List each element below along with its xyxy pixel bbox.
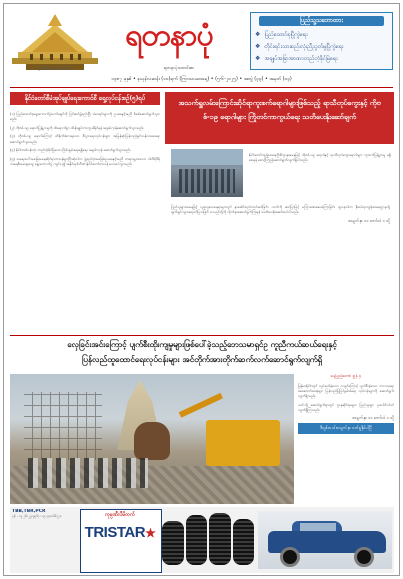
masthead (4, 4, 399, 88)
tristar-logo: TRISTAR★ (84, 524, 156, 541)
section-divider (10, 335, 394, 336)
star-icon: ★ (145, 526, 156, 540)
peoples-desire-box (250, 12, 393, 70)
article-paragraph: ယင်းသို့ ဆောင်ရွက်ရာတွင် ဌာနဆိုင်ရာများ၊ ပြည်သူများ ပူးပေါင်းပါဝင်လျက်ရှိကြသည်။ (298, 403, 394, 413)
roadmap-column (10, 92, 160, 375)
continued-link[interactable]: စာမျက်နှာ ၁၁ ကော်လံ ၁ သို့ (352, 415, 394, 421)
ad-brand-box (80, 509, 162, 573)
diamond-bullet-icon: ❖ (255, 55, 261, 62)
article-photo (171, 149, 243, 197)
lead-headline-line-1: လှေခြင်းအင်းကြောင့် ပျက်စီးထိုးကျမှုများဖြစ်ပေါ်ခဲ့သည့်ဘေသမာရှင်ဥ ကူညီကယ်ဆယ်ရေးနှင့် (67, 340, 337, 349)
lead-headline[interactable] (10, 337, 394, 371)
list-item: ❖ ပြည်ထောင်စုပြိုကွဲရေး (255, 31, 308, 38)
peoples-desire-title: ပြည်သူ့သဘောထား (259, 16, 384, 26)
ad-contact: ဖုန်း - ၀၉ ၂၆၁၂၂၃၄၅၆၇ ၊ ၀၉ ၄၄၈၈၆၆၇၇၈ (12, 514, 62, 518)
site-url: yadanarbon.com (38, 66, 72, 71)
health-alert-banner (165, 92, 394, 144)
reconstruction-photo (10, 374, 294, 504)
roadmap-item-3: (၃) ကိုဗစ်-၁၉ ရောဂါကြောင့် ထိခိုက်ခံစားရသော စီးပွားရေးလုပ်ငန်းများ အမြန်ဆုံးပြန်လည်ရှင်သန်လာစေရေး ဆောင်ရွက်သွားမည်။ (10, 134, 160, 144)
roadmap-item-5: (၅) အရေးပေါ်အခြေအနေဆိုင်ရာတာဝန်များပြီးဆုံးပါက ဖွဲ့စည်းပုံအခြေခံဥပဒေနှင့်အညီ တရားမျှတသော ပါတီစုံဒီမိုကရေစီအထွေထွေ ရွေးကောက်ပွဲ ကျင်းပ၍ အနိုင်ရပါတီထံ နိုင်ငံတော်တာဝန် ပေးအပ်သွားမည်။ (10, 157, 160, 167)
masthead-divider (10, 87, 393, 88)
article-dateline: နေပြည်တော် ဇွန် ၄ (330, 374, 362, 379)
health-article (165, 147, 394, 335)
article-paragraph: နိုင်ငံတော်ကျန်းမာရေးဦးစီးဌာနအနေဖြင့် ကိုဗစ်-၁၉ ရောဂါနှင့် ရာသီတုပ်ကွေးရောဂါများ ကူးစက်ပြန့်ပွားမှု မရှိစေရန် စောင့်ကြည့်ဆောင်ရွက်လျက်ရှိပါသည်။ (249, 152, 391, 162)
roadmap-item-4: (၄) နိုင်ငံတစ်ဝန်းလုံး တည်တံ့ခိုင်မြဲသော ငြိမ်းချမ်းရေးရရှိရေး အစွမ်းကုန် ဆောင်ရွက်သွားမည်။ (10, 148, 131, 153)
ad-product-codes: TBB,TBR,PCR (12, 509, 46, 514)
roadmap-item-2: (၂) ကိုဗစ်-၁၉ ရောဂါပြန့်ပွားမှုကို ထိရောက်စွာ ထိန်းချုပ်ကာကွယ်နိုင်ရန် အစွမ်းကုန်ဆောင်ရွက်သွားမည်။ (10, 125, 144, 130)
continued-link[interactable]: စာမျက်နှာ ၁၁ ကော်လံ ၁ သို့ (348, 218, 390, 223)
diamond-bullet-icon: ❖ (255, 31, 261, 38)
ad-company-text: ကုမ္ပဏီလီမိတက် (104, 512, 136, 518)
peoples-desire-list (255, 29, 390, 65)
digital-edition-box[interactable]: ဒီဂျစ်တယ်စာမျက်နှာ ဖတ်ရှုနိုင်ပါပြီ (298, 423, 394, 433)
article-paragraph: မြန်မာနိုင်ငံတွင် လှုပ်ခတ်ခဲ့သော ငလျင်ကြောင့် ပျက်စီးခဲ့သော ဘာသာရေးအဆောက်အအုံများ ပြန်လည်ပြုပြင်မွမ်းမံရေး လုပ်ငန်းများကို ဆောင်ရွက်လျက်ရှိသည်။ (298, 383, 394, 399)
tires-image (162, 513, 254, 565)
newspaper-page (3, 3, 400, 576)
list-item: ❖ တိုင်းရင်းသားစည်းလုံးညီညွတ်မှုပြိုကွဲရေး (255, 43, 344, 50)
roadmap-item-1: (၁) ပြည်ထောင်စုရွေးကောက်ပွဲကော်မရှင်ကို ပြင်ဆင်ဖွဲ့စည်းပြီး မဲစာရင်းများကို ဥပဒေနှင့်အညီ စိစစ်ဆောင်ရွက်သွားမည်။ (10, 111, 160, 121)
newspaper-title: ရတနာပုံ (125, 17, 213, 53)
health-alert-headline[interactable]: အသက်ရှူလမ်းကြောင်းဆိုင်ရာကူးစက်ရောဂါများဖြစ်သည့် ရာသီတုပ်ကွေးနှင့် ကိုဗစ်-၁၉ ရောဂါများ ကြိုတင်ကာကွယ်ရေး သတိပေးနိုးဆော်ချက် (178, 99, 381, 121)
tristar-advertisement[interactable] (10, 507, 394, 573)
newspaper-tagline: ရတနာပုံသတင်းစာ (163, 66, 195, 71)
pickup-truck-image (258, 511, 392, 569)
list-item: ❖ အချုပ်အခြာအာဏာတည်တံ့ခိုင်မြဲရေး (255, 55, 338, 62)
roadmap-heading: နိုင်ငံတော်စီမံအုပ်ချုပ်ရေးကောင်စီ ရှေ့လုပ်ငန်းစဉ်(၅)ရပ် (10, 92, 160, 105)
ad-contact-block (12, 509, 78, 571)
diamond-bullet-icon: ❖ (255, 43, 261, 50)
article-paragraph: ပြည်သူများအနေဖြင့် လူစုလူဝေးနေရာများတွင် နှာခေါင်းစည်းတပ်ဆင်ခြင်း၊ လက်ကို ဆပ်ပြာဖြင့် မကြာခဏဆေးကြောခြင်း၊ ဖျားနာပါက နီးစပ်ရာကျန်းမာရေးဌာနသို့ ချက်ချင်းသွားရောက်ပြသခြင်း စသည်တို့ကို လိုက်နာဆောင်ရွက်ကြရန် သတိပေးနိုးဆော်အပ်ပါသည်။ (171, 204, 390, 214)
reconstruction-article (298, 374, 394, 504)
lead-headline-line-2: ပြန်လည်ထူထောင်ရေးလုပ်ငန်းများ အင်တိုက်အားတိုက်ဆက်လက်ဆောင်ရွက်လျက်ရှိ (81, 355, 323, 364)
dateline: ၁၃၈၇ ခုနှစ် • နယုန်လဆန်း (၁၀)ရက် (ကြာသပဒေးနေ့) • (၅-၆-၂၀၂၅) • အတွဲ (၃၃) • အမှတ် (၀၃) (111, 77, 292, 82)
